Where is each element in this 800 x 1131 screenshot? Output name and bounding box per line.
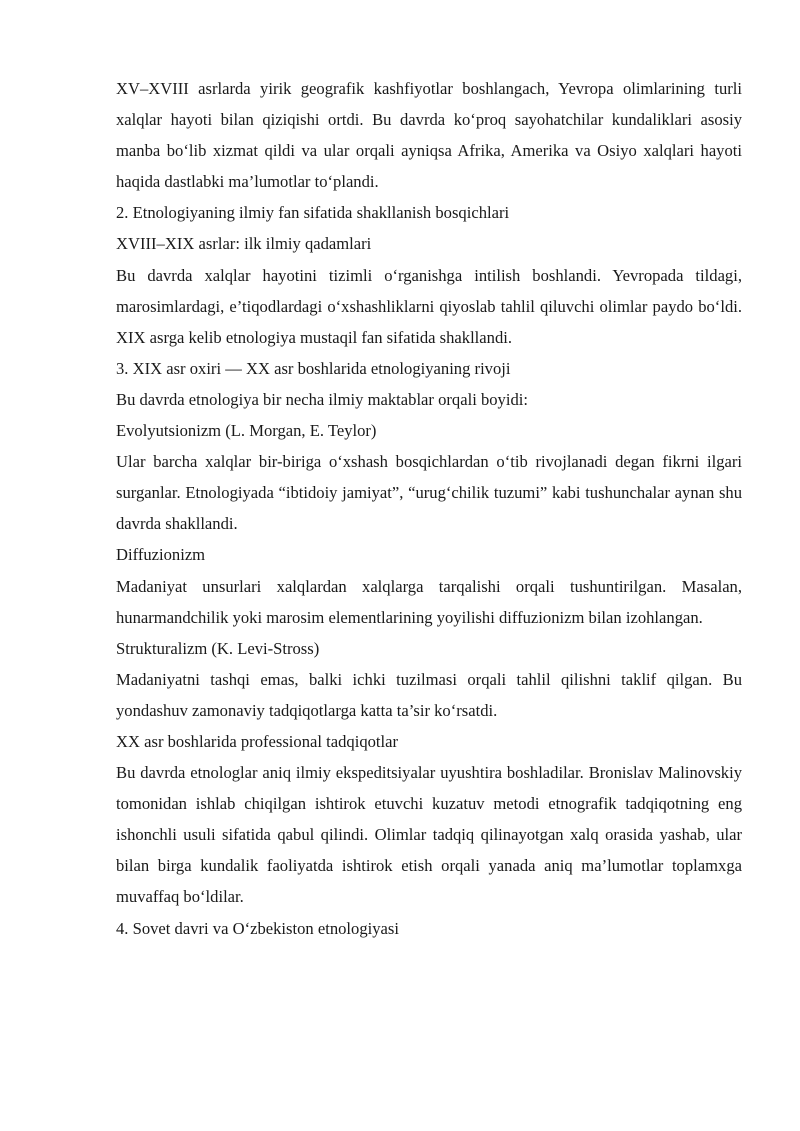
section-heading-3: 3. XIX asr oxiri — XX asr boshlarida etnologiyaning rivoji (116, 358, 511, 378)
subheading-evolutionism: Evolyutsionizm (L. Morgan, E. Teylor) (116, 421, 377, 441)
paragraph-diffusionism: Madaniyat unsurlari xalqlardan xalqlarga tarqalishi orqali tushuntirilgan. Masalan, hunarmandchilik yoki marosim elementlarining yoyilishi diffuzionizm bilan izohlangan. (116, 576, 742, 627)
subheading-professional-research: XX asr boshlarida professional tadqiqotlar (116, 731, 399, 751)
subheading-diffusionism: Diffuzionizm (116, 545, 206, 565)
document-page (116, 73, 742, 944)
paragraph-professional-research: Bu davrda etnologlar aniq ilmiy ekspeditsiyalar uyushtira boshladilar. Bronislav Malinovskiy tomonidan ishlab chiqilgan ishtirok etuvchi kuzatuv metodi etnografik tadqiqotning eng ishonchli usuli sifatida qabul qilindi. Olimlar tadqiq qilinayotgan xalq orasida yashab, ular bilan birga kundalik faoliyatda ishtirok etish orqali yanada aniq ma’lumotlar toplamxga muvaffaq bo‘ldilar. (116, 763, 742, 907)
section-heading-2: 2. Etnologiyaning ilmiy fan sifatida shakllanish bosqichlari (116, 203, 510, 223)
subheading-xviii-xix: XVIII–XIX asrlar: ilk ilmiy qadamlari (116, 234, 372, 254)
section-heading-4: 4. Sovet davri va O‘zbekiston etnologiyasi (116, 918, 399, 938)
subheading-structuralism: Strukturalizm (K. Levi-Stross) (116, 638, 320, 658)
paragraph-evolutionism: Ular barcha xalqlar bir-biriga o‘xshash bosqichlardan o‘tib rivojlanadi degan fikrni ilgari surganlar. Etnologiyada “ibtidoiy jamiyat”, “urug‘chilik tuzumi” kabi tushunchalar aynan shu davrda shakllandi. (116, 452, 742, 534)
paragraph-schools-intro: Bu davrda etnologiya bir necha ilmiy maktablar orqali boyidi: (116, 389, 528, 409)
paragraph-geographic-discoveries: XV–XVIII asrlarda yirik geografik kashfiyotlar boshlangach, Yevropa olimlarining turli xalqlar hayoti bilan qiziqishi ortdi. Bu davrda ko‘proq sayohatchilar kundaliklari asosiy manba bo‘lib xizmat qildi va ular orqali ayniqsa Afrika, Amerika va Osiyo xalqlari hayoti haqida dastlabki ma’lumotlar to‘plandi. (116, 79, 742, 192)
paragraph-structuralism: Madaniyatni tashqi emas, balki ichki tuzilmasi orqali tahlil qilishni taklif qilgan. Bu yondashuv zamonaviy tadqiqotlarga katta ta’sir ko‘rsatdi. (116, 669, 742, 720)
paragraph-systematic-study: Bu davrda xalqlar hayotini tizimli o‘rganishga intilish boshlandi. Yevropada tildagi, marosimlardagi, e’tiqodlardagi o‘xshashliklarni qiyoslab tahlil qiluvchi olimlar paydo bo‘ldi. XIX asrga kelib etnologiya mustaqil fan sifatida shakllandi. (116, 265, 742, 347)
